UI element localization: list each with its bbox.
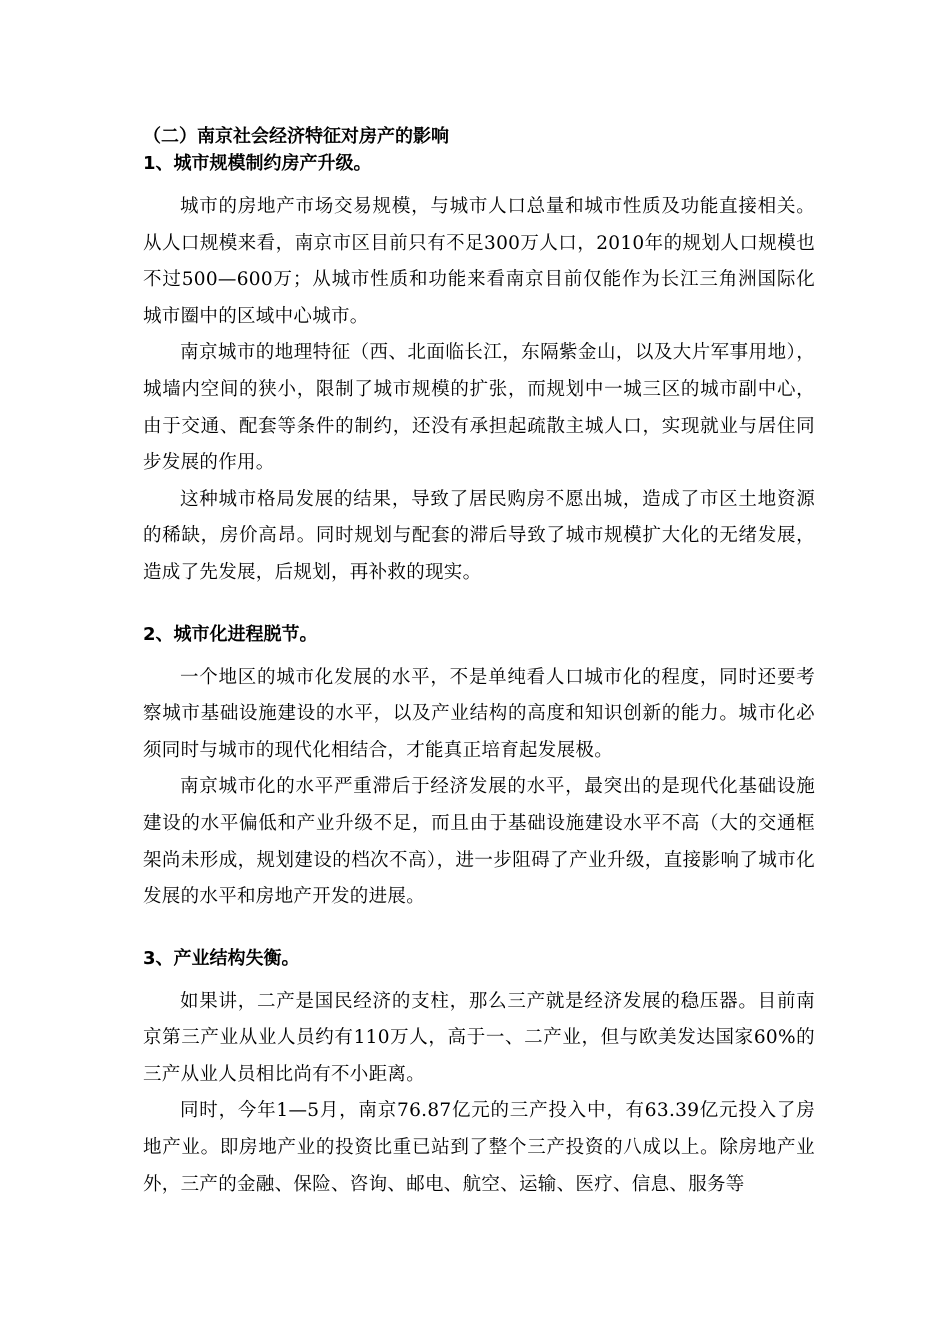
paragraph: 一个地区的城市化发展的水平，不是单纯看人口城市化的程度，同时还要考察城市基础设施建设的水平，以及产业结构的高度和知识创新的能力。城市化必须同时与城市的现代化相结合，才能真正培育起发展极。 (143, 666, 815, 761)
subsection-heading-1: 1、城市规模制约房产升级。 (143, 153, 372, 174)
paragraph: 如果讲，二产是国民经济的支柱，那么三产就是经济发展的稳压器。目前南京第三产业从业人员约有110万人，高于一、二产业，但与欧美发达国家60%的三产从业人员相比尚有不小距离。 (143, 990, 815, 1085)
subsection-heading-2: 2、城市化进程脱节。 (143, 623, 318, 645)
paragraph: 南京城市的地理特征（西、北面临长江，东隔紫金山，以及大片军事用地），城墙内空间的狭小，限制了城市规模的扩张，而规划中一城三区的城市副中心，由于交通、配套等条件的制约，还没有承担起疏散主城人口，实现就业与居住同步发展的作用。 (143, 342, 815, 474)
document-body (143, 125, 815, 1203)
section-title: （二）南京社会经济特征对房产的影响 (143, 126, 449, 147)
section-spacer (143, 592, 815, 623)
paragraph: 南京城市化的水平严重滞后于经济发展的水平，最突出的是现代化基础设施建设的水平偏低和产业升级不足，而且由于基础设施建设水平不高（大的交通框架尚未形成，规划建设的档次不高），进一步阻碍了产业升级，直接影响了城市化发展的水平和房地产开发的进展。 (143, 776, 815, 908)
section-spacer (143, 916, 815, 947)
paragraph: 这种城市格局发展的结果，导致了居民购房不愿出城，造成了市区土地资源的稀缺，房价高昂。同时规划与配套的滞后导致了城市规模扩大化的无绪发展，造成了先发展，后规划，再补救的现实。 (143, 488, 815, 583)
paragraph: 同时，今年1—5月，南京76.87亿元的三产投入中，有63.39亿元投入了房地产业。即房地产业的投资比重已站到了整个三产投资的八成以上。除房地产业外，三产的金融、保险、咨询、邮电、航空、运输、医疗、信息、服务等 (143, 1100, 815, 1195)
subsection-heading-3: 3、产业结构失衡。 (143, 947, 300, 969)
paragraph: 城市的房地产市场交易规模，与城市人口总量和城市性质及功能直接相关。从人口规模来看，南京市区目前只有不足300万人口，2010年的规划人口规模也不过500—600万；从城市性质和功能来看南京目前仅能作为长江三角洲国际化城市圈中的区域中心城市。 (143, 196, 815, 327)
